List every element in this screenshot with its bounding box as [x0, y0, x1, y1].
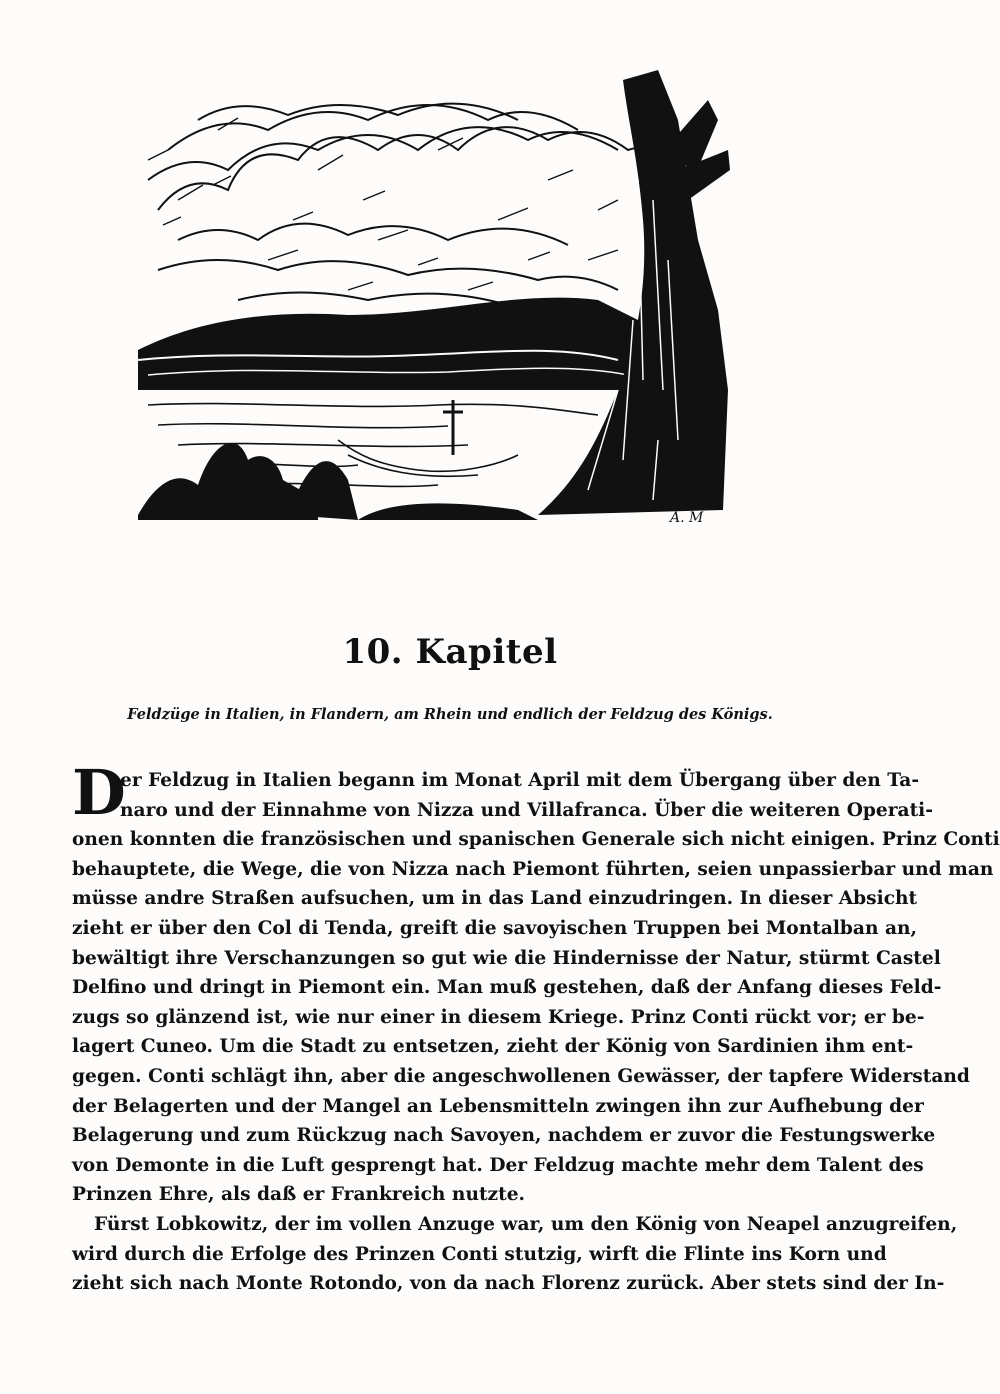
text-line: zieht er über den Col di Tenda, greift die savoyischen Truppen bei Montalban an,	[72, 917, 918, 939]
text-line: zugs so glänzend ist, wie nur einer in diesem Kriege. Prinz Conti rückt vor; er be-	[72, 1006, 925, 1028]
body-text	[72, 756, 1000, 1299]
chapter-title: 10. Kapitel	[342, 632, 558, 672]
landscape-engraving	[118, 60, 748, 530]
text-line: Delfino und dringt in Piemont ein. Man muß gestehen, daß der Anfang dieses Feld-	[72, 977, 942, 999]
paragraph-2	[72, 1210, 958, 1299]
text-line: Belagerung und zum Rückzug nach Savoyen, nachdem er zuvor die Festungswerke	[72, 1125, 936, 1147]
cross	[443, 400, 463, 455]
artist-signature: A. M	[670, 510, 704, 526]
landscape-illustration	[118, 60, 748, 530]
paragraph-1	[72, 756, 1000, 1210]
text-line: müsse andre Straßen aufsuchen, um in das Land einzudringen. In dieser Absicht	[72, 888, 918, 910]
text-line: gegen. Conti schlägt ihn, aber die angeschwollenen Gewässer, der tapfere Widerstand	[72, 1065, 970, 1087]
drop-cap: D	[72, 756, 126, 829]
text-line: von Demonte in die Luft gesprengt hat. Der Feldzug machte mehr dem Talent des	[72, 1154, 924, 1176]
text-line: lagert Cuneo. Um die Stadt zu entsetzen, zieht der König von Sardinien ihm ent-	[72, 1036, 914, 1058]
text-line: onen konnten die französischen und spanischen Generale sich nicht einigen. Prinz Conti	[72, 829, 1000, 851]
chapter-subtitle: Feldzüge in Italien, in Flandern, am Rhein und endlich der Feldzug des Königs.	[127, 706, 773, 723]
text-line: behauptete, die Wege, die von Nizza nach Piemont führten, seien unpassierbar und man	[72, 858, 994, 880]
text-line: er Feldzug in Italien begann im Monat April mit dem Übergang über den Ta-	[120, 770, 920, 791]
text-line: zieht sich nach Monte Rotondo, von da nach Florenz zurück. Aber stets sind der In-	[72, 1273, 945, 1295]
text-line: Fürst Lobkowitz, der im vollen Anzuge war, um den König von Neapel anzugreifen,	[94, 1213, 958, 1235]
text-line: der Belagerten und der Mangel an Lebensmitteln zwingen ihn zur Aufhebung der	[72, 1095, 924, 1117]
text-line: Prinzen Ehre, als daß er Frankreich nutzte.	[72, 1184, 526, 1206]
text-line: wird durch die Erfolge des Prinzen Conti stutzig, wirft die Flinte ins Korn und	[72, 1243, 887, 1265]
shrubs	[138, 443, 538, 520]
text-line: naro und der Einnahme von Nizza und Villafranca. Über die weiteren Operati-	[120, 799, 933, 821]
text-line: bewältigt ihre Verschanzungen so gut wie die Hindernisse der Natur, stürmt Castel	[72, 947, 941, 969]
